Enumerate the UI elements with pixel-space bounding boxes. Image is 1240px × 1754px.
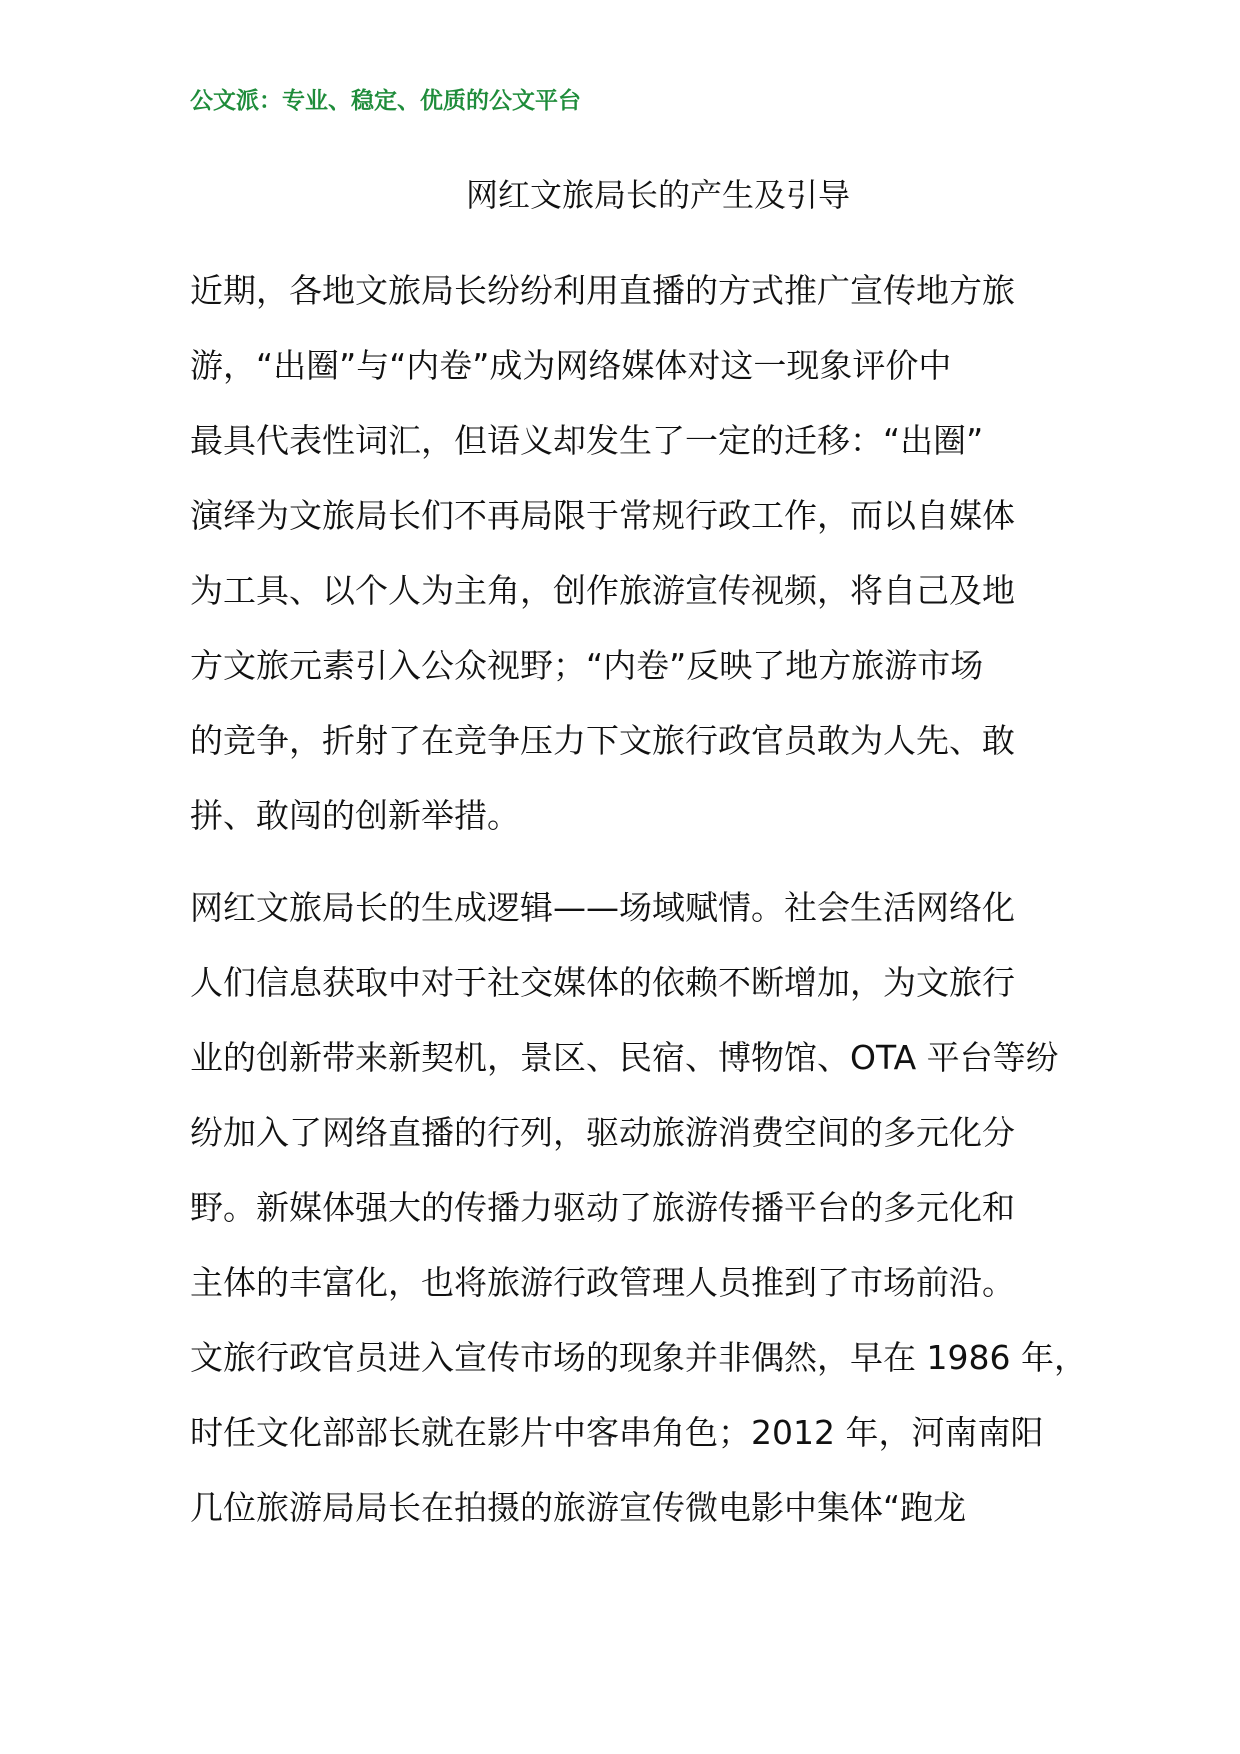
paragraph-line: 演绎为文旅局长们不再局限于常规行政工作，而以自媒体 [190, 496, 1015, 535]
paragraph-line: 拼、敢闯的创新举措。 [190, 796, 520, 835]
paragraph-2 [190, 870, 1087, 1545]
paragraph-line: 的竞争，折射了在竞争压力下文旅行政官员敢为人先、敢 [190, 721, 1015, 760]
paragraph-line: 业的创新带来新契机，景区、民宿、博物馆、OTA 平台等纷 [190, 1038, 1059, 1077]
paragraph-line: 游，“出圈”与“内卷”成为网络媒体对这一现象评价中 [190, 346, 952, 385]
paragraph-line: 近期，各地文旅局长纷纷利用直播的方式推广宣传地方旅 [190, 271, 1015, 310]
paragraph-line: 纷加入了网络直播的行列，驱动旅游消费空间的多元化分 [190, 1113, 1015, 1152]
paragraph-line: 方文旅元素引入公众视野；“内卷”反映了地方旅游市场 [190, 646, 984, 685]
paragraph-line: 网红文旅局长的生成逻辑——场域赋情。社会生活网络化 [190, 888, 1015, 927]
header-tagline: 公文派：专业、稳定、优质的公文平台 [190, 88, 581, 114]
paragraph-line: 为工具、以个人为主角，创作旅游宣传视频，将自己及地 [190, 571, 1015, 610]
paragraph-line: 文旅行政官员进入宣传市场的现象并非偶然，早在 1986 年， [190, 1338, 1087, 1377]
paragraph-line: 时任文化部部长就在影片中客串角色；2012 年，河南南阳 [190, 1413, 1044, 1452]
document-title: 网红文旅局长的产生及引导 [465, 176, 850, 214]
paragraph-line: 主体的丰富化，也将旅游行政管理人员推到了市场前沿。 [190, 1263, 1015, 1302]
paragraph-line: 几位旅游局局长在拍摄的旅游宣传微电影中集体“跑龙 [190, 1488, 967, 1527]
paragraph-line: 最具代表性词汇，但语义却发生了一定的迁移：“出圈” [190, 421, 984, 460]
paragraph-line: 人们信息获取中对于社交媒体的依赖不断增加，为文旅行 [190, 963, 1015, 1002]
paragraph-1 [190, 253, 1015, 853]
paragraph-line: 野。新媒体强大的传播力驱动了旅游传播平台的多元化和 [190, 1188, 1015, 1227]
